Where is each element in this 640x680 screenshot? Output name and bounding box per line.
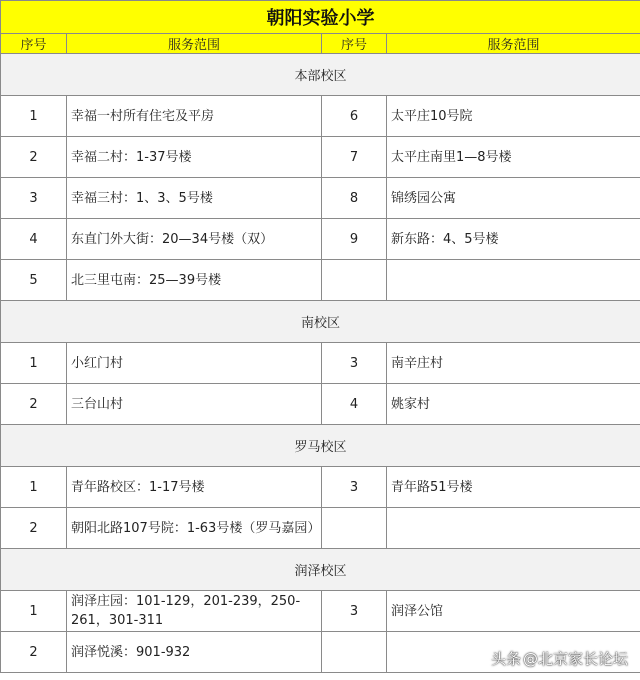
service-range: [387, 508, 640, 549]
row-number: [322, 508, 387, 549]
campus-name: 罗马校区: [1, 425, 640, 467]
service-range: 小红门村: [67, 343, 322, 384]
row-number: 2: [1, 137, 67, 178]
service-range: 润泽悦溪：901-932: [67, 632, 322, 673]
service-range: 幸福一村所有住宅及平房: [67, 96, 322, 137]
table-row: [1, 96, 640, 137]
row-number: 1: [1, 343, 67, 384]
title-row: [1, 1, 640, 34]
row-number: 7: [322, 137, 387, 178]
table-row: [1, 178, 640, 219]
service-range: 润泽公馆: [387, 591, 640, 632]
campus-name: 润泽校区: [1, 549, 640, 591]
campus-name: 本部校区: [1, 54, 640, 96]
header-no-left: 序号: [1, 34, 67, 54]
header-range-left: 服务范围: [67, 34, 322, 54]
table-row: [1, 384, 640, 425]
table-row: [1, 137, 640, 178]
header-range-right: 服务范围: [387, 34, 640, 54]
row-number: [322, 632, 387, 673]
service-range: 润泽庄园：101-129，201-239，250-261，301-311: [67, 591, 322, 632]
watermark-prefix: 头条: [490, 649, 521, 668]
row-number: 2: [1, 508, 67, 549]
row-number: 2: [1, 384, 67, 425]
watermark-handle: @北京家长论坛: [522, 649, 628, 668]
campus-row: [1, 425, 640, 467]
campus-row: [1, 301, 640, 343]
table-body: [1, 1, 640, 673]
row-number: 4: [322, 384, 387, 425]
row-number: 3: [322, 591, 387, 632]
service-range: 东直门外大街：20—34号楼（双）: [67, 219, 322, 260]
row-number: [322, 260, 387, 301]
service-range: 锦绣园公寓: [387, 178, 640, 219]
service-range: 幸福三村：1、3、5号楼: [67, 178, 322, 219]
service-range: 幸福二村：1-37号楼: [67, 137, 322, 178]
service-range: 北三里屯南：25—39号楼: [67, 260, 322, 301]
table-row: [1, 591, 640, 632]
watermark: [491, 644, 628, 672]
table-row: [1, 260, 640, 301]
table-row: [1, 219, 640, 260]
row-number: 5: [1, 260, 67, 301]
row-number: 9: [322, 219, 387, 260]
row-number: 4: [1, 219, 67, 260]
service-range: 青年路校区：1-17号楼: [67, 467, 322, 508]
service-range: 太平庄10号院: [387, 96, 640, 137]
campus-name: 南校区: [1, 301, 640, 343]
row-number: 1: [1, 467, 67, 508]
header-row: [1, 34, 640, 54]
header-no-right: 序号: [322, 34, 387, 54]
service-range: 三台山村: [67, 384, 322, 425]
campus-row: [1, 549, 640, 591]
service-range: [387, 260, 640, 301]
row-number: 3: [322, 467, 387, 508]
table-row: [1, 508, 640, 549]
row-number: 1: [1, 96, 67, 137]
row-number: 8: [322, 178, 387, 219]
service-range: 朝阳北路107号院：1-63号楼（罗马嘉园）: [67, 508, 322, 549]
service-range: 南辛庄村: [387, 343, 640, 384]
table-row: [1, 467, 640, 508]
row-number: 3: [1, 178, 67, 219]
service-range: 姚家村: [387, 384, 640, 425]
school-title: 朝阳实验小学: [1, 1, 640, 34]
table-row: [1, 343, 640, 384]
row-number: 2: [1, 632, 67, 673]
row-number: 1: [1, 591, 67, 632]
row-number: 6: [322, 96, 387, 137]
row-number: 3: [322, 343, 387, 384]
service-range: 青年路51号楼: [387, 467, 640, 508]
service-range: 新东路：4、5号楼: [387, 219, 640, 260]
service-range: 太平庄南里1—8号楼: [387, 137, 640, 178]
campus-row: [1, 54, 640, 96]
